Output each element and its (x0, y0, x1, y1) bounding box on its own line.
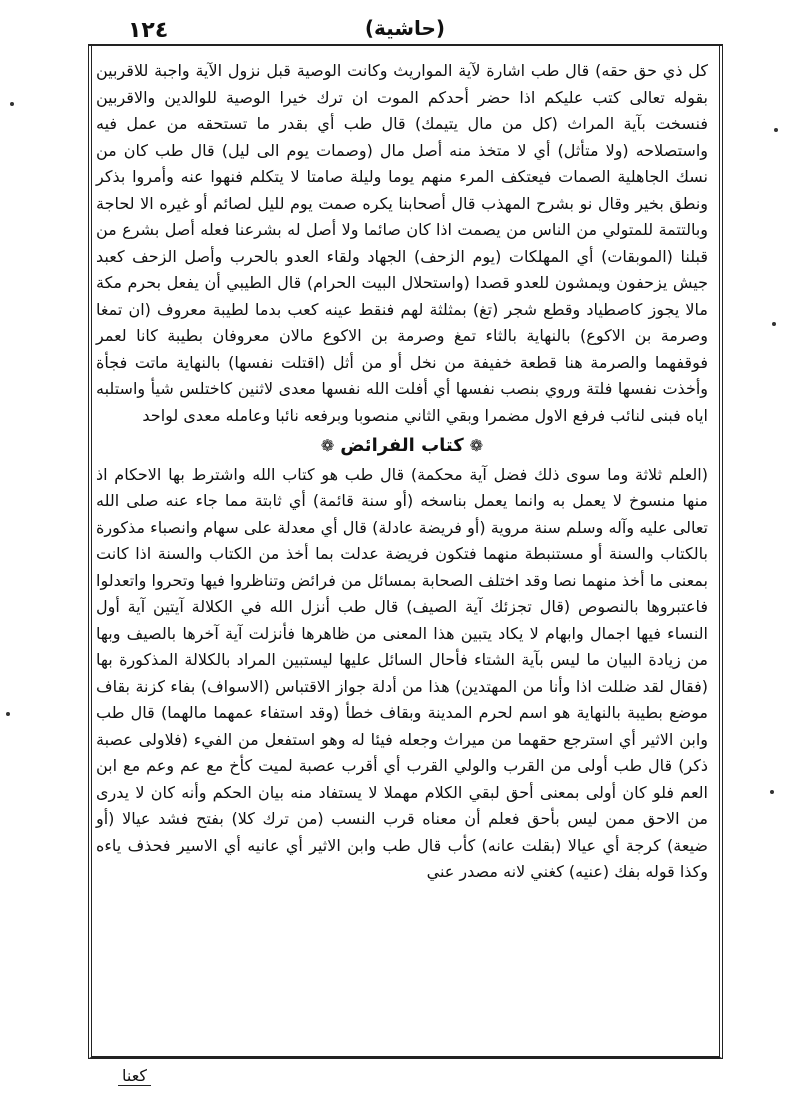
running-header: (حاشية) (364, 16, 446, 40)
section-heading (96, 433, 708, 460)
paragraph-before-heading: كل ذي حق حقه) قال طب اشارة لآية المواريث وكانت الوصية قبل نزول الآية واجبة للاقربين بقوله تعالى كتب عليكم اذا حضر أحدكم الموت ان ترك خيرا الوصية للوالدين والاقربين فنسخت بآية المراث (كل من مال يتيمك) قال طب أي بقدر ما تستحقه من عمل فيه واستصلاحه (ولا متأثل) أي لا متخذ منه أصل مال (وصمات يوم الى ليل) قال طب كان من نسك الجاهلية الصمات فيعتكف المرء منهم يوما وليلة صامتا لا يتكلم فنهوا عنه وأمروا بذكر ونطق بخير وقال نو بشرح المهذب قال أصحابنا يكره صمت يوم لليل لصائم أو غيره الا لحاجة وبالتتمة للمتولي من الناس من يصمت اذا كان صائما ولا أصل له بشرعنا فعله أصل بشرع من قبلنا (الموبقات) أي المهلكات (يوم الزحف) الجهاد ولقاء العدو بالحرب وأصل الزحف كعبد جيش يزحفون ويمشون للعدو قصدا (واستحلال البيت الحرام) قال الطيبي أن يفعل بحرم مكة مالا يجوز كاصطياد وقطع شجر (تغ) بمثلثة لهم فنقط عينه كعب بدما لطيبة معروف (ان تمغا وصرمة بن الاكوع) بالنهاية بالثاء تمغ وصرمة بن الاكوع مالان معروفان بطيبة كانا لعمر فوقفهما والصرمة هنا قطعة خفيفة من نخل أو من أثل (اقتلت نفسها) بالنهاية ماتت فجأة وأخذت نفسها فلتة وروي بنصب نفسها أي أفلت الله نفسها معدى لاثنين كاختلس شيأ واستلبه اياه فبنى لنائب فرفع الاول مضمرا وبقي الثاني منصوبا وبرفعه نائبا وعامله معدى لواحد (96, 61, 708, 425)
commentary-text (96, 58, 708, 886)
ornament-right-icon: ❁ (320, 436, 335, 455)
scan-speck (6, 712, 10, 716)
catchword: كعنا (118, 1066, 151, 1086)
scan-speck (770, 790, 774, 794)
page-number: ١٢٤ (128, 18, 169, 43)
scan-speck (772, 322, 776, 326)
section-heading-label: كتاب الفرائض (340, 435, 464, 456)
scan-speck (774, 128, 778, 132)
paragraph-after-heading: (العلم ثلاثة وما سوى ذلك فضل آية محكمة) قال طب هو كتاب الله واشترط بها الاحكام اذ منها منسوخ لا يعمل به وانما يعمل بناسخه (أو سنة قائمة) أي ثابتة مما جاء عنه صلى الله تعالى عليه وآله وسلم سنة مروية (أو فريضة عادلة) قال أي معدلة على سهام وانصباء مذكورة بالكتاب والسنة أو مستنبطة منهما فتكون فريضة عدلت بما أخذ من الكتاب والسنة اذا كانت بمعنى ما أخذ منهما نصا وقد اختلف الصحابة بمسائل من فرائض وتناظروا فيها وتحروا واتعدلوا فاعتبروها بالنصوص (قال تجزئك آية الصيف) قال طب أنزل الله في الكلالة آيتين آية أول النساء فيها اجمال وابهام لا يكاد يتبين هذا المعنى من ظاهرها فأنزلت آية آخرها بالصيف وبها من زيادة البيان ما ليس بآية الشتاء فأحال السائل عليها ليستبين المراد بالكلالة المذكورة بها (فقال لقد ضللت اذا وأنا من المهتدين) هذا من أدلة جواز الاقتباس (الاسواف) بفاء كزنة بقاف موضع بطيبة بالنهاية هو اسم لحرم المدينة وبقاف خطأ (وقد استفاء عمهما مالهما) قال طب وابن الاثير أي استرجع حقهما من ميراث وجعله فيئا له وهو استفعل من الفيء (فلاولى عصبة ذكر) قال طب أولى من القرب والولي القرب أي أقرب عصبة لميت كأخ مع عم وعم مع ابن العم فلو كان أولى بمعنى أحق لبقي الكلام مهملا لا يستفاد منه بيان الحكم وأنه كان لا يدرى من الاحق ممن ليس بأحق فعلم أن معناه قرب النسب (من ترك كلا) بفتح فشد عيالا (أو ضيعة) كرجة أي عيالا (بقلت عانه) كأب قال طب وابن الاثير أي عانيه أي الاسير فحذف ياءه وكذا قوله بفك (عنيه) كغني لانه مصدر عني (96, 464, 708, 881)
scan-speck (10, 102, 14, 106)
ornament-left-icon: ❁ (469, 436, 484, 455)
